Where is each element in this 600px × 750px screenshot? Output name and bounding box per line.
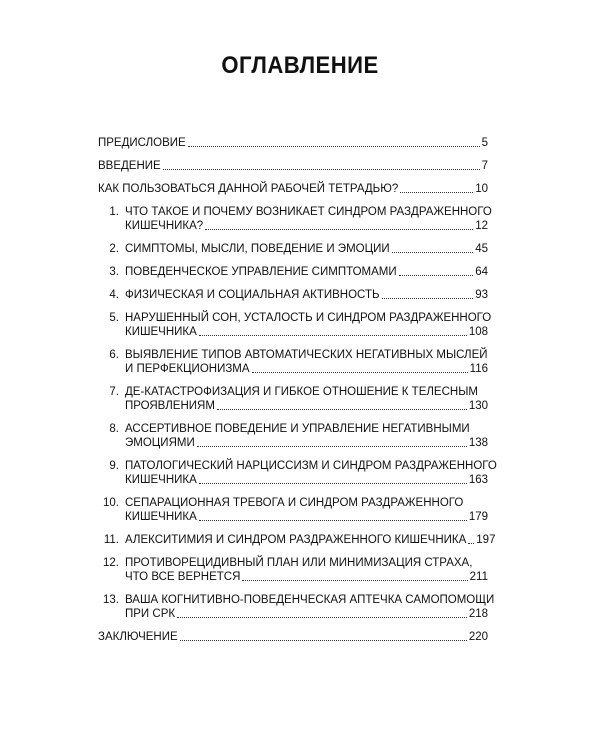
toc-entry-title: СЕПАРАЦИОННАЯ ТРЕВОГА И СИНДРОМ РАЗДРАЖЕННОГО [125,497,464,509]
toc-entry-number: 8. [109,423,119,435]
toc-entry-line [98,459,497,473]
toc-dot-leader [468,543,474,544]
toc-entry-line [98,362,488,376]
toc-dot-leader [205,229,473,230]
toc-entry-number: 6. [109,349,119,361]
toc-dot-leader [199,483,467,484]
toc-entry-title: ПРОТИВОРЕЦИДИВНЫЙ ПЛАН ИЛИ МИНИМИЗАЦИЯ СТРАХА, [125,557,473,569]
toc-entry-line [98,311,492,325]
toc-dot-leader [392,252,474,253]
toc-entry-title: КИШЕЧНИКА [125,326,197,338]
toc-entry-title: ПОВЕДЕНЧЕСКОЕ УПРАВЛЕНИЕ СИМПТОМАМИ [125,266,397,278]
toc-entry-line [98,556,488,570]
toc-page-number: 163 [468,474,488,486]
toc-entry-line [98,496,488,510]
toc-entry-title: НАРУШЕННЫЙ СОН, УСТАЛОСТЬ И СИНДРОМ РАЗДРАЖЕННОГО [125,312,492,324]
toc-page-number: 45 [475,243,488,255]
toc-dot-leader [188,146,480,147]
toc-entry-line [98,348,488,362]
toc-entry-number: 5. [109,312,119,324]
toc-page-number: 93 [475,289,488,301]
toc-entry-number: 4. [109,289,119,301]
toc-entry-title: ВВЕДЕНИЕ [98,160,161,172]
toc-dot-leader [252,372,468,373]
toc-entry-title: ПАТОЛОГИЧЕСКИЙ НАРЦИССИЗМ И СИНДРОМ РАЗДРАЖЕННОГО [125,460,497,472]
toc-entry-title: ВАША КОГНИТИВНО-ПОВЕДЕНЧЕСКАЯ АПТЕЧКА САМОПОМОЩИ [125,594,495,606]
toc-entry-number: 3. [109,266,119,278]
toc-entry-line [98,533,496,547]
toc-entry-title: КИШЕЧНИКА [125,474,197,486]
toc-entry-number: 13. [103,594,119,606]
toc-page-number: 130 [468,400,488,412]
toc-entry-title: КИШЕЧНИКА? [125,220,204,232]
toc-page-number: 218 [468,608,488,620]
toc-entry-title: АССЕРТИВНОЕ ПОВЕДЕНИЕ И УПРАВЛЕНИЕ НЕГАТИВНЫМИ [125,423,470,435]
toc-entry-title: ЗАКЛЮЧЕНИЕ [98,631,178,643]
toc-entry-line [98,182,488,196]
toc-entry-line [98,159,488,173]
toc-page-number: 5 [481,137,488,149]
toc-entry-line [98,325,488,339]
toc-page-number: 12 [475,220,488,232]
toc-entry-title: И ПЕРФЕКЦИОНИЗМА [125,363,250,375]
toc-entry-line [98,593,495,607]
toc-dot-leader [197,446,467,447]
toc-dot-leader [382,298,474,299]
toc-entry-title: ПРОЯВЛЕНИЯМ [125,400,215,412]
toc-page-number: 179 [468,511,488,523]
toc-page-number: 10 [475,183,488,195]
toc-dot-leader [242,580,467,581]
toc-entry-line [98,265,488,279]
toc-dot-leader [177,617,467,618]
toc-page-number: 116 [469,363,488,375]
toc-page-number: 220 [468,631,488,643]
toc-entry-line [98,607,488,621]
toc-page-number: 211 [469,571,488,583]
toc-entry-title: ФИЗИЧЕСКАЯ И СОЦИАЛЬНАЯ АКТИВНОСТЬ [125,289,380,301]
toc-entry-title: ДЕ-КАТАСТРОФИЗАЦИЯ И ГИБКОЕ ОТНОШЕНИЕ К ТЕЛЕСНЫМ [125,386,478,398]
toc-entry-title: ПРЕДИСЛОВИЕ [98,137,186,149]
toc-entry-number: 12. [103,557,119,569]
toc-entry-title: ЭМОЦИЯМИ [125,437,195,449]
toc-entry-title: ПРИ СРК [125,608,176,620]
toc-entry-line [98,136,488,150]
toc-entry-line [98,242,488,256]
toc-entry-line [98,288,488,302]
toc-page-number: 138 [468,437,488,449]
toc-entry-number: 1. [109,206,119,218]
toc-dot-leader [199,335,467,336]
toc-entry-title: ЧТО ТАКОЕ И ПОЧЕМУ ВОЗНИКАЕТ СИНДРОМ РАЗДРАЖЕННОГО [125,206,492,218]
toc-entry-line [98,385,488,399]
toc-entry-line [98,630,488,644]
toc-page-number: 7 [481,160,488,172]
toc-dot-leader [199,520,467,521]
toc-dot-leader [399,275,474,276]
toc-entry-line [98,399,488,413]
toc-entry-line [98,219,488,233]
toc-entry-line [98,473,488,487]
toc-entry-number: 11. [103,534,119,546]
toc-entry-number: 2. [109,243,119,255]
table-of-contents [98,136,497,653]
toc-entry-number: 9. [109,460,119,472]
toc-dot-leader [400,192,473,193]
toc-entry-title: АЛЕКСИТИМИЯ И СИНДРОМ РАЗДРАЖЕННОГО КИШЕЧНИКА [125,534,467,546]
toc-dot-leader [163,169,480,170]
toc-entry-line [98,436,488,450]
toc-entry-line [98,205,492,219]
toc-page-number: 64 [475,266,488,278]
toc-entry-title: СИМПТОМЫ, МЫСЛИ, ПОВЕДЕНИЕ И ЭМОЦИИ [125,243,390,255]
toc-entry-title: КАК ПОЛЬЗОВАТЬСЯ ДАННОЙ РАБОЧЕЙ ТЕТРАДЬЮ? [98,183,399,195]
toc-dot-leader [180,640,467,641]
toc-page-number: 197 [476,534,496,546]
toc-entry-line [98,510,488,524]
toc-entry-title: КИШЕЧНИКА [125,511,197,523]
toc-page-number: 108 [468,326,488,338]
toc-entry-number: 10. [103,497,119,509]
toc-entry-line [98,422,488,436]
toc-entry-line [98,570,488,584]
toc-dot-leader [217,409,467,410]
toc-entry-number: 7. [109,386,119,398]
toc-entry-title: ВЫЯВЛЕНИЕ ТИПОВ АВТОМАТИЧЕСКИХ НЕГАТИВНЫХ МЫСЛЕЙ [125,349,488,361]
toc-entry-title: ЧТО ВСЕ ВЕРНЕТСЯ [125,571,241,583]
page-title: ОГЛАВЛЕНИЕ [221,52,379,79]
